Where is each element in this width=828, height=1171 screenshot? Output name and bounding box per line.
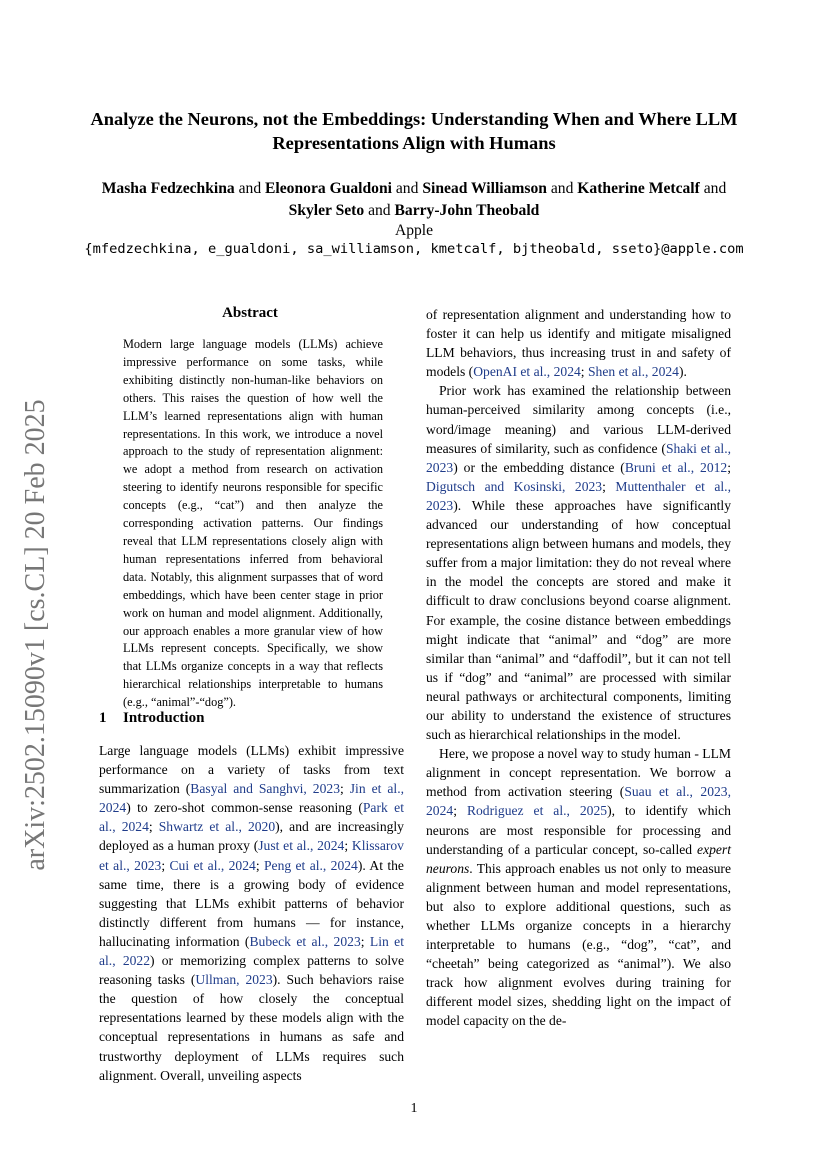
abstract-heading: Abstract xyxy=(222,305,278,321)
abstract-text: Modern large language models (LLMs) achieve impressive performance on some tasks, while exhibiting distinctly non-human-like behaviors on others. This raises the question of how well the LLM’s learned representations align with human representations. In this work, we introduce a novel approach to the study of representation alignment: we adopt a method from research on activation steering to identify neurons responsible for specific concepts (e.g., “cat”) and then analyze the corresponding activation patterns. Our findings reveal that LLM representations closely align with human representations inferred from behavioral data. Notably, this alignment surpasses that of word embeddings, which have been center stage in prior work on human and model alignment. Additionally, our approach enables a more granular view of how LLMs represent concepts. Specifically, we show that LLMs organize concepts in a way that reflects hierarchical relationships interpretable to humans (e.g., “animal”-“dog”). xyxy=(123,337,383,710)
citation-link[interactable]: Muttenthaler et al., 2023 xyxy=(426,478,731,513)
emphasized-term: expert neurons xyxy=(426,841,731,876)
section-heading xyxy=(99,710,204,727)
author-separator: and xyxy=(550,180,574,197)
author-separator: and xyxy=(238,180,262,197)
intro-paragraph-1-continued: of representation alignment and understanding how to foster it can help us identify and mitigate misaligned LLM behaviors, thus increasing trust in and safety of models (OpenAI et al., 2024; Shen et al., 2024). xyxy=(426,307,731,380)
citation-link[interactable]: Shaki et al., 2023 xyxy=(426,440,731,475)
author-name: Eleonora Gualdoni xyxy=(265,180,392,197)
author-separator: and xyxy=(368,202,391,219)
author-separator: and xyxy=(395,180,419,197)
affiliation: Apple xyxy=(394,222,434,239)
right-column xyxy=(426,305,731,1031)
citation-link[interactable]: Just et al., 2024 xyxy=(258,838,345,854)
citation-link[interactable]: Digutsch and Kosinski, 2023 xyxy=(426,478,603,494)
intro-paragraph-3: Here, we propose a novel way to study human - LLM alignment in concept representation. We borrow a method from activation steering (Suau et al., 2023, 2024; Rodriguez et al., 2025), to identify which neurons are most responsible for processing and understanding of a particular concept, so-called expert neurons. This approach enables us not only to measure alignment between human and model representations, but also to explore additional questions, such as whether LLMs organize concepts in a hierarchy interpretable to humans (e.g., “dog”, “cat”, and “cheetah” being categorized as “animal”). We also track how alignment evolves during training for different model sizes, shedding light on the impact of model capacity on the de- xyxy=(426,746,731,1029)
citation-link[interactable]: Peng et al., 2024 xyxy=(263,857,358,873)
citation-link[interactable]: Bruni et al., 2012 xyxy=(624,459,728,475)
citation-link[interactable]: Shwartz et al., 2020 xyxy=(158,819,276,835)
author-name: Barry-John Theobald xyxy=(394,202,540,219)
page-number: 1 xyxy=(410,1101,418,1116)
citation-link[interactable]: Jin et al., 2024 xyxy=(99,781,404,816)
section-number: 1 xyxy=(99,710,107,726)
intro-paragraph-2: Prior work has examined the relationship between human-perceived similarity among concepts (i.e., word/image meaning) and various LLM-derived measures of similarity, such as confidence (Shaki et al., 2023) or the embedding distance (Bruni et al., 2012; Digutsch and Kosinski, 2023; Muttenthaler et al., 2023). While these approaches have significantly advanced our understanding of how conceptual representations align between humans and models, they suffer from a major limitation: they do not reveal where in the model the concepts are stored and make it difficult to draw conclusions beyond coarse alignment. For example, the cosine distance between embeddings might indicate that “animal” and “dog” are more similar than “animal” and “daffodil”, but it can not tell us if “dog” and “animal” are processed with similar neural pathways or architectural components, limiting our ability to understand the existence of structures such as hierarchical relationships in the model. xyxy=(426,383,732,743)
citation-link[interactable]: Shen et al., 2024 xyxy=(587,364,679,380)
section-title: Introduction xyxy=(123,710,205,726)
author-separator: and xyxy=(703,180,727,197)
citation-link[interactable]: Rodriguez et al., 2025 xyxy=(466,803,608,819)
citation-link[interactable]: Basyal and Sanghvi, 2023 xyxy=(190,781,340,797)
arxiv-identifier: arXiv:2502.15090v1 [cs.CL] 20 Feb 2025 xyxy=(20,399,51,871)
citation-link[interactable]: Cui et al., 2024 xyxy=(169,857,256,873)
author-name: Katherine Metcalf xyxy=(577,180,700,197)
author-name: Skyler Seto xyxy=(288,202,365,219)
author-list xyxy=(40,178,788,222)
citation-link[interactable]: Klissarov et al., 2023 xyxy=(99,838,404,873)
citation-link[interactable]: Bubeck et al., 2023 xyxy=(249,933,361,949)
author-emails: {mfedzechkina, e_gualdoni, sa_williamson, kmetcalf, bjtheobald, sseto}@apple.com xyxy=(84,241,744,257)
citation-link[interactable]: Park et al., 2024 xyxy=(99,800,404,835)
citation-link[interactable]: Suau et al., 2023, 2024 xyxy=(426,784,731,819)
citation-link[interactable]: Lin et al., 2022 xyxy=(99,933,404,969)
paper-title: Analyze the Neurons, not the Embeddings: Understanding When and Where LLM Representations Align with Humans xyxy=(90,109,738,153)
author-name: Masha Fedzechkina xyxy=(101,180,235,197)
citation-link[interactable]: OpenAI et al., 2024 xyxy=(473,364,581,380)
author-name: Sinead Williamson xyxy=(422,180,547,197)
intro-paragraph-1: Large language models (LLMs) exhibit impressive performance on a variety of tasks from text summarization (Basyal and Sanghvi, 2023; Jin et al., 2024) to zero-shot common-sense reasoning (Park et al., 2024; Shwartz et al., 2020), and are increasingly deployed as a human proxy (Just et al., 2024; Klissarov et al., 2023; Cui et al., 2024; Peng et al., 2024). At the same time, there is a growing body of evidence suggesting that LLMs exhibit patterns of behavior distinctly different from humans — for instance, hallucinating information (Bubeck et al., 2023; Lin et al., 2022) or memorizing complex patterns to solve reasoning tasks (Ullman, 2023). Such behaviors raise the question of how closely the conceptual representations learned by these models align with the conceptual representations in humans as safe and trustworthy deployment of LLMs requires such alignment. Overall, unveiling aspects xyxy=(99,743,404,1083)
citation-link[interactable]: Ullman, 2023 xyxy=(195,972,273,988)
